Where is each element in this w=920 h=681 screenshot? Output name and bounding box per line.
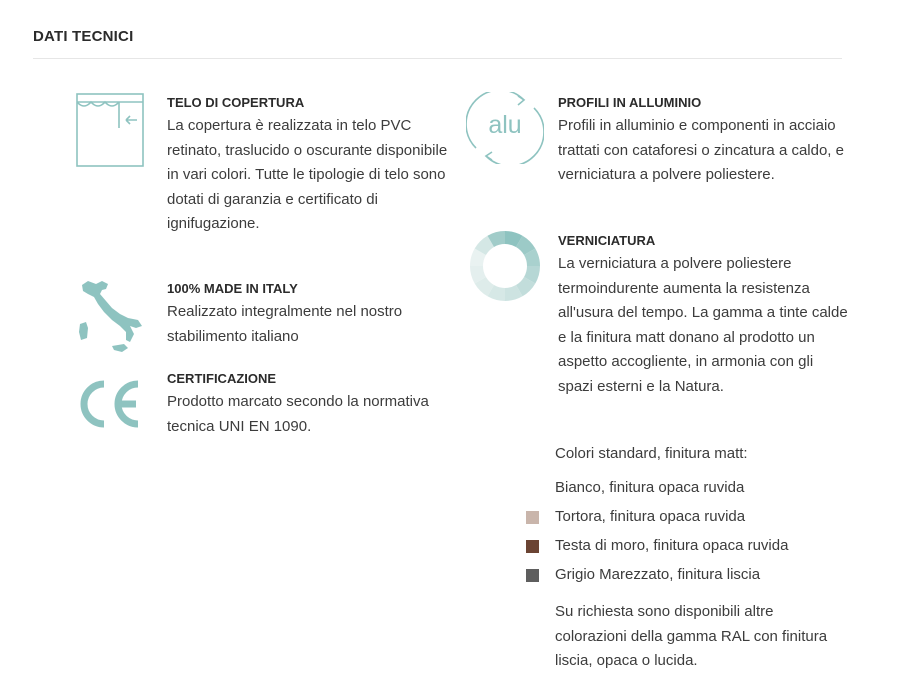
section-divider [33, 58, 842, 59]
feature-telo-text: La copertura è realizzata in telo PVC retinato, traslucido o oscurante disponibile in vari colori. Tutte le tipologie di telo sono dotati di garanzia e certificato di ignifugazione. [167, 117, 448, 232]
feature-italy [167, 281, 452, 349]
color-swatch-tortora [526, 511, 539, 524]
colors-note: Su richiesta sono disponibili altre colorazioni della gamma RAL con finitura liscia, opaca o lucida. [555, 603, 828, 669]
section-title: DATI TECNICI [33, 28, 134, 45]
feature-telo-title: TELO DI COPERTURA [167, 95, 305, 110]
color-item-testa-di-moro: Testa di moro, finitura opaca ruvida [555, 537, 789, 554]
feature-ce [167, 371, 452, 439]
feature-italy-title: 100% MADE IN ITALY [167, 281, 298, 296]
paint-donut-icon [469, 230, 541, 302]
feature-paint [558, 233, 848, 399]
feature-paint-text: La verniciatura a polvere poliestere termoindurente aumenta la resistenza all'usura del tempo. La gamma a tinte calde e la finitura matt donano al prodotto un aspetto accogliente, in armonia con gli spazi esterni e la Natura. [558, 255, 848, 395]
feature-telo [167, 95, 452, 237]
feature-italy-text: Realizzato integralmente nel nostro stabilimento italiano [167, 303, 403, 345]
aluminium-icon [466, 92, 544, 164]
feature-alu-text: Profili in alluminio e componenti in acciaio trattati con cataforesi o zincatura a caldo, e verniciatura a polvere poliestere. [558, 117, 844, 183]
alu-label: alu [488, 111, 522, 139]
color-swatch-testa-di-moro [526, 540, 539, 553]
feature-ce-text: Prodotto marcato secondo la normativa tecnica UNI EN 1090. [167, 393, 429, 435]
feature-alu-title: PROFILI IN ALLUMINIO [558, 95, 702, 110]
colors-heading: Colori standard, finitura matt: [555, 445, 748, 462]
awning-icon [76, 93, 144, 167]
feature-alu [558, 95, 848, 188]
feature-ce-title: CERTIFICAZIONE [167, 371, 277, 386]
color-item-bianco: Bianco, finitura opaca ruvida [555, 479, 745, 496]
color-item-tortora: Tortora, finitura opaca ruvida [555, 508, 746, 525]
color-swatch-grigio [526, 569, 539, 582]
color-item-grigio: Grigio Marezzato, finitura liscia [555, 566, 761, 583]
feature-paint-title: VERNICIATURA [558, 233, 656, 248]
ce-mark-icon [74, 378, 146, 430]
italy-map-icon [78, 280, 146, 356]
